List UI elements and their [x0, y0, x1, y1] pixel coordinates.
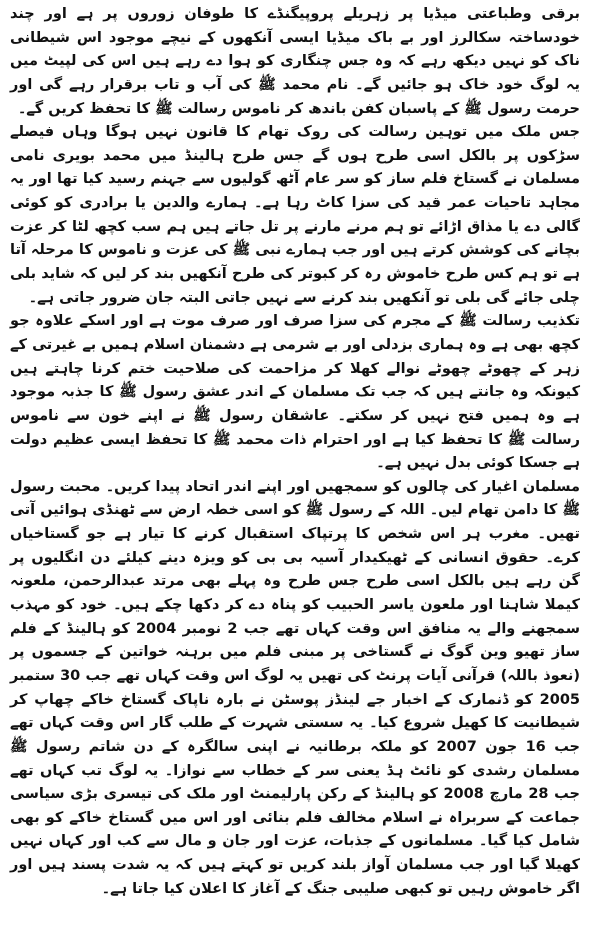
- article-paragraph-3: تکذیب رسالت ﷺ کے مجرم کی سزا صرف اور صرف موت ہے اور اسکے علاوہ جو کچھ بھی ہے وہ ہماری بزدلی اور بے شرمی ہے دشمنان اسلام ہمیں بے غیرتی کے زہر کے چھوٹے چھوٹے نوالے کھلا کر مزاحمت کی صلاحیت ختم کرنا چاہتے ہیں کیونکہ وہ جانتے ہیں کہ جب تک مسلمان کے اندر عشق رسول ﷺ کا جذبہ موجود ہے وہ ہمیں فتح نہیں کر سکتے۔ عاشقان رسول ﷺ نے اپنے خون سے ناموس رسالت ﷺ کا تحفظ کیا ہے اور احترام ذات محمد ﷺ کا تحفظ ایسی عظیم دولت ہے جسکا کوئی بدل نہیں ہے۔: [10, 313, 580, 472]
- article-paragraph-2: جس ملک میں توہین رسالت کی روک تھام کا قانون نہیں ہوگا وہاں فیصلے سڑکوں پر بالکل اسی طرح ہوں گے جس طرح ہالینڈ میں محمد بویری نامی مسلمان نے گستاخ فلم ساز کو سر عام آٹھ گولیوں سے جہنم رسید کیا تھا اور یہ مجاہد تاحیات عمر قید کی سزا کاٹ رہا ہے۔ ہمارے والدین یا برادری کو کوئی گالی دے یا مذاق اڑائے تو ہم مرنے مارنے پر تل جاتے ہیں ہم سب کچھ لٹا کر عزت بچانے کی کوشش کرتے ہیں اور جب ہمارے نبی ﷺ کی عزت و ناموس کا مرحلہ آتا ہے تو ہم کس طرح خاموش رہ کر کبوتر کی طرح آنکھیں بند کر لیں کہ شاید بلی چلی جائے گی بلی تو آنکھیں بند کرنے سے نہیں جاتی البتہ جان ضرور جاتی ہے۔: [10, 124, 580, 306]
- article-paragraph-4: مسلمان اغیار کی چالوں کو سمجھیں اور اپنے اندر اتحاد پیدا کریں۔ محبت رسول ﷺ کا دامن تھام لیں۔ اللہ کے رسول ﷺ کو اسی خطہ ارض سے ٹھنڈی ہوائیں آتی تھیں۔ مغرب ہر اس شخص کا پرتپاک استقبال کرنے کا تیار ہے جو گستاخیاں کرے۔ حقوق انسانی کے ٹھیکیدار آسیہ بی بی کو ویزہ دینے کیلئے دن انگلیوں پر گن رہے ہیں بالکل اسی طرح جس طرح وہ پہلے بھی مرتد عبدالرحمن، ملعونہ کیملا شاہنا اور ملعون یاسر الحبیب کو پناہ دے کر دکھا چکے ہیں۔ خود کو مہذب سمجھنے والے یہ منافق اس وقت کہاں تھے جب 2 نومبر 2004 کو ہالینڈ کے فلم ساز تھیو وین گوگ نے گستاخی پر مبنی فلم میں برہنہ خواتین کے جسموں پر (نعوذ باللہ) قرآنی آیات پرنٹ کی تھیں یہ لوگ اس وقت کہاں تھے جب 30 ستمبر 2005 کو ڈنمارک کے اخبار جے لینڈز پوسٹن نے بارہ ناپاک گستاخ خاکے چھاپ کر شیطانیت کا کھیل شروع کیا۔ یہ سستی شہرت کے طلب گار اس وقت کہاں تھے جب 16 جون 2007 کو ملکہ برطانیہ نے اپنی سالگرہ کے دن شاتم رسول ﷺ مسلمان رشدی کو نائٹ ہڈ یعنی سر کے خطاب سے نوازا۔ یہ لوگ تب کہاں تھے جب 28 مارچ 2008 کو ہالینڈ کے رکن پارلیمنٹ اور ملک کی تیسری بڑی سیاسی جماعت کے سربراہ نے اسلام مخالف فلم بنائی اور اس میں گستاخ خاکے کو بھی شامل کیا گیا۔ مسلمانوں کے جذبات، عزت اور جان و مال سے کب اور کہاں نہیں کھیلا گیا اور جب مسلمان آواز بلند کریں تو کہتے ہیں کہ یہ شدت پسند ہیں اور اگر خاموش رہیں تو کبھی صلیبی جنگ کے آغاز کا اعلان کیا جاتا ہے۔: [10, 478, 581, 897]
- article-paragraph-1: برقی وطباعتی میڈیا پر زہریلے پروپیگنڈے کا طوفان زوروں پر ہے اور چند خودساختہ سکالرز اور بے باک میڈیا ایسی آنکھوں کے نیچے موجود اس شیطانی ناک کو نہیں دیکھ رہے کہ وہ جس چنگاری کو ہوا دے رہے ہیں اس کی لپیٹ میں یہ لوگ خود خاک ہو جائیں گے۔ نام محمد ﷺ کی آب و تاب برقرار رہے گی اور حرمت رسول ﷺ کے پاسبان کفن باندھ کر ناموس رسالت ﷺ کا تحفظ کریں گے۔: [10, 6, 580, 117]
